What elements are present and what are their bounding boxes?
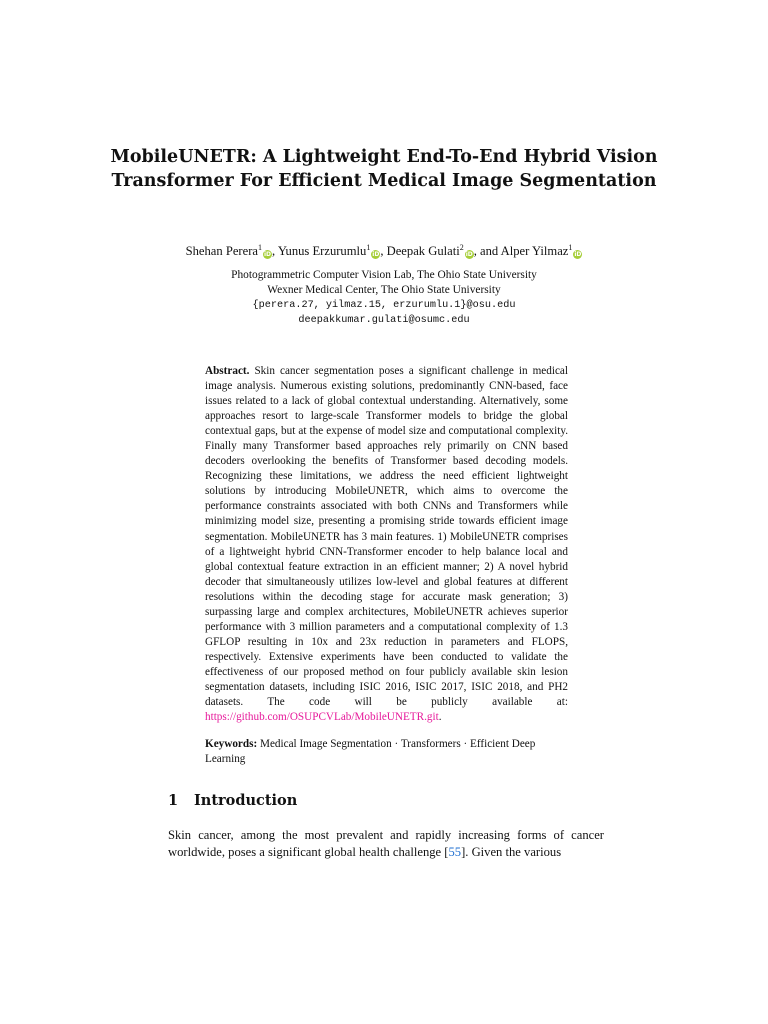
code-link[interactable]: https://github.com/OSUPCVLab/MobileUNETR.git [205, 711, 439, 724]
email-line: deepakkumar.gulati@osumc.edu [298, 315, 470, 326]
author-name: Shehan Perera [185, 244, 258, 258]
author-name: Alper Yilmaz [500, 244, 569, 258]
section-number: 1 [168, 792, 179, 809]
keywords [205, 737, 568, 767]
section-title: Introduction [194, 792, 298, 809]
intro-text: Skin cancer, among the most prevalent and rapidly increasing forms of cancer worldwide, poses a significant global health challenge [ [168, 828, 604, 859]
author-separator: , [380, 244, 387, 258]
paper-title: MobileUNETR: A Lightweight End-To-End Hybrid Vision Transformer For Efficient Medical Image Segmentation [110, 147, 658, 191]
email-line: {perera.27, yilmaz.15, erzurumlu.1}@osu.edu [252, 300, 516, 311]
author-affiliation-mark: 1 [366, 243, 371, 252]
keywords-label: Keywords: [205, 738, 258, 750]
affiliation-line: Wexner Medical Center, The Ohio State University [267, 284, 501, 296]
author-list [90, 240, 678, 259]
abstract-end: . [438, 711, 442, 724]
abstract [205, 364, 568, 725]
orcid-icon[interactable]: iD [465, 251, 473, 258]
affiliations [120, 268, 648, 328]
intro-paragraph [168, 827, 604, 861]
citation-link[interactable]: 55 [448, 845, 462, 859]
author-separator: , and [473, 244, 501, 258]
orcid-icon[interactable]: iD [263, 251, 271, 258]
abstract-text: Skin cancer segmentation poses a significant challenge in medical image analysis. Numerous existing solutions, predominantly CNN-based, face issues related to a lack of global contextual understanding. Alternatively, some approaches resort to large-scale Transformer models to bridge the global contextual gaps, but at the expense of model size and computational complexity. Finally many Transformer based approaches rely primarily on CNN based decoders overlooking the benefits of Transformer based decoding models. Recognizing these limitations, we address the need efficient lightweight solutions by introducing MobileUNETR, which aims to overcome the performance constraints associated with both CNNs and Transformers while minimizing model size, presenting a promising stride towards efficient image segmentation. MobileUNETR has 3 main features. 1) MobileUNETR comprises of a lightweight hybrid CNN-Transformer encoder to help balance local and global contextual feature extraction in an efficient manner; 2) A novel hybrid decoder that simultaneously utilizes low-level and global features at different resolutions within the decoding stage for accurate mask generation; 3) surpassing large and complex architectures, MobileUNETR achieves superior performance with 3 million parameters and a computational complexity of 1.3 GFLOP resulting in 10x and 23x reduction in parameters and FLOPS, respectively. Extensive experiments have been conducted to validate the effectiveness of our proposed method on four publicly available skin lesion segmentation datasets, including ISIC 2016, ISIC 2017, ISIC 2018, and PH2 datasets. The code will be publicly available at: [205, 365, 568, 709]
author-name: Yunus Erzurumlu [277, 244, 367, 258]
author-separator: , [271, 244, 278, 258]
author-affiliation-mark: 1 [257, 243, 262, 252]
author-affiliation-mark: 2 [459, 243, 464, 252]
author-name: Deepak Gulati [386, 244, 460, 258]
section-heading [168, 792, 297, 809]
affiliation-line: Photogrammetric Computer Vision Lab, The Ohio State University [231, 269, 537, 281]
orcid-icon[interactable]: iD [574, 251, 582, 258]
orcid-icon[interactable]: iD [372, 251, 380, 258]
keywords-text: Medical Image Segmentation · Transformers · Efficient Deep Learning [205, 738, 536, 766]
intro-text-after: ]. Given the various [461, 845, 562, 859]
author-affiliation-mark: 1 [568, 243, 573, 252]
abstract-label: Abstract. [205, 365, 250, 377]
